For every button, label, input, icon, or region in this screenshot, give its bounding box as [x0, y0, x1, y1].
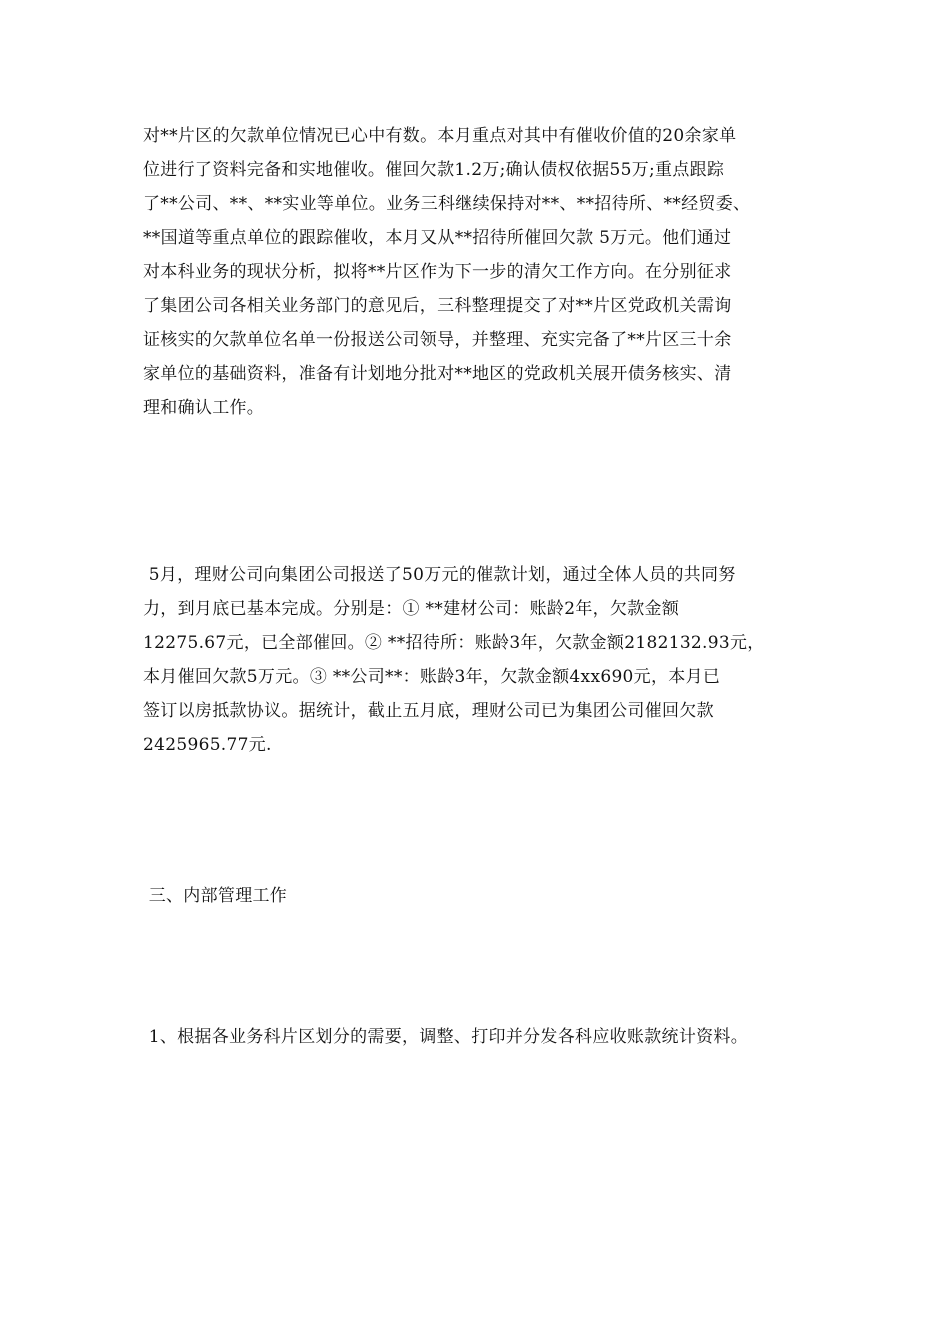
list-item: 1、根据各业务科片区划分的需要，调整、打印并分发各科应收账款统计资料。: [143, 1027, 749, 1047]
paragraph-1-line: 家单位的基础资料，准备有计划地分批对**地区的党政机关展开债务核实、清: [143, 364, 732, 384]
paragraph-2-line: 签订以房抵款协议。据统计，截止五月底，理财公司已为集团公司催回欠款: [143, 701, 714, 721]
paragraph-2-line: 12275.67元，已全部催回。② **招待所：账龄3年，欠款金额2182132.93元，: [143, 633, 765, 653]
paragraph-1-line: 证核实的欠款单位名单一份报送公司领导，并整理、充实完备了**片区三十余: [143, 330, 732, 350]
paragraph-1-line: 了**公司、**、**实业等单位。业务三科继续保持对**、**招待所、**经贸委、: [143, 194, 751, 214]
paragraph-1-line: 对本科业务的现状分析，拟将**片区作为下一步的清欠工作方向。在分别征求: [143, 262, 732, 282]
paragraph-1-line: 了集团公司各相关业务部门的意见后，三科整理提交了对**片区党政机关需询: [143, 296, 732, 316]
paragraph-1-line: 位进行了资料完备和实地催收。催回欠款1.2万;确认债权依据55万;重点跟踪: [143, 160, 725, 180]
paragraph-2-line: 2425965.77元.: [143, 735, 272, 755]
paragraph-1-line: 理和确认工作。: [143, 398, 265, 418]
paragraph-2-line: 5月，理财公司向集团公司报送了50万元的催款计划，通过全体人员的共同努: [143, 565, 736, 585]
paragraph-2-line: 本月催回欠款5万元。③ **公司**：账龄3年，欠款金额4xx690元，本月已: [143, 667, 721, 687]
paragraph-2-line: 力，到月底已基本完成。分别是：① **建材公司：账龄2年，欠款金额: [143, 599, 680, 619]
section-heading: 三、内部管理工作: [143, 886, 288, 906]
paragraph-1-line: 对**片区的欠款单位情况已心中有数。本月重点对其中有催收价值的20余家单: [143, 126, 737, 146]
paragraph-1-line: **国道等重点单位的跟踪催收，本月又从**招待所催回欠款 5万元。他们通过: [143, 228, 732, 248]
